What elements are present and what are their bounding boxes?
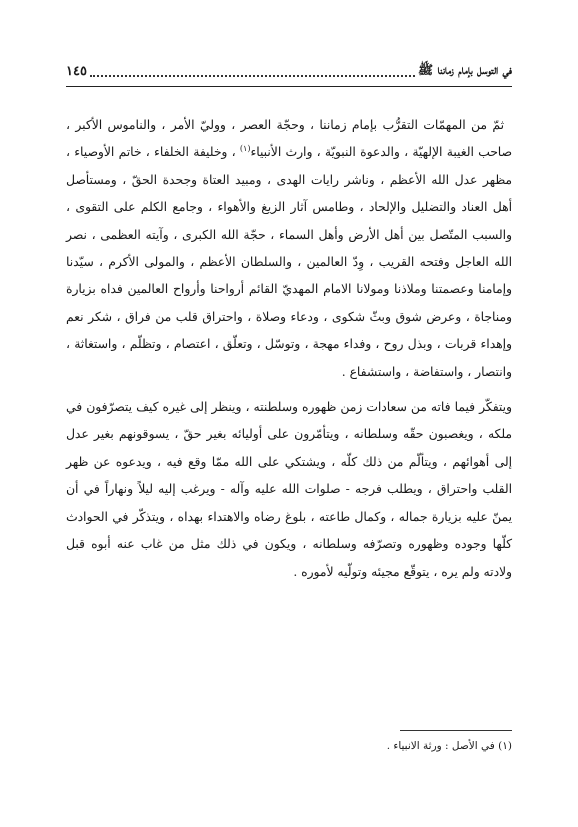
paragraph	[66, 112, 512, 386]
paragraph	[66, 394, 512, 586]
footnote-divider	[400, 730, 512, 731]
running-header	[66, 56, 512, 87]
paragraph-text: ويتفكّر فيما فاته من سعادات زمن ظهوره وسلطنته ، وينظر إلى غيره كيف يتصرّفون في ملكه ، ويغصبون حقّه وسلطانه ، ويتأمّرون على أوليائه بغير حقّ ، يسوقونهم بغير عدل إلى أهوائهم ، ويتألّم من ذلك كلّه ، ويشتكي على الله ممّا وقع فيه ، ويدعوه عن ظهر القلب واحتراق ، ويطلب فرجه - صلوات الله عليه وآله - ويرغب إليه ليلاً ونهاراً في أن يمنّ عليه بزيارة جماله ، وكمال طاعته ، بلوغ رضاه والاهتداء بهداه ، ويتذكّر في الحوادث كلّها وجوده وظهوره وتصرّفه وسلطانه ، ويكون في ذلك مثل من غاب عنه أبوه قبل ولادته ولم يره ، يتوقّع مجيئه وتولّيه لأموره .	[66, 400, 512, 579]
footnote: (١) في الأصل : ورثة الانبياء .	[386, 740, 512, 752]
page-number: ١٤٥	[66, 63, 87, 79]
running-title: في التوسل بإمام زماننا ﷺ	[418, 61, 512, 77]
dotted-leader	[90, 61, 415, 77]
footnote-reference[interactable]: (١)	[239, 144, 251, 154]
paragraph-text: ثمّ من المهمّات التقرُّب بإمام زماننا ، وحجّة العصر ، ووليّ الأمر ، والناموس الأكبر ، صاحب الغيبة الإلهيّة ، والدعوة النبويّة ، وارث الأنبياء$^{(١)}$ ، وخليفة الخلفاء ، خاتم الأوصياء ، مظهر عدل الله الأعظم ، وناشر رايات الهدى ، ومبيد العتاة وجحدة الحقّ ، ومستأصل أهل العناد والتضليل والإلحاد ، وطامس آثار الزيغ والأهواء ، وجامع الكلم على التقوى ، والسبب المتّصل بين أهل الأرض وأهل السماء ، حجّة الله الكبرى ، وآيته العظمى ، نصر الله العاجل وفتحه القريب ، وِدّ العالمين ، والسلطان الأعظم ، والمولى الأكرم ، سيّدنا وإمامنا وعصمتنا وملاذنا ومولانا الامام المهديّ القائم أرواحنا وأرواح العالمين فداه بزيارة ومناجاة ، وعرض شوق وبثّ شكوى ، ودعاء وصلاة ، واحتراق قلب من فراق ، شكر نعم وإهداء قربات ، وبذل روح ، وفداء مهجة ، وتوسّل ، وتعلّق ، اعتصام ، وتظلّم ، واستغاثة ، وانتصار ، واستفاضة ، واستشفاع .	[66, 118, 512, 379]
main-text	[66, 112, 512, 586]
